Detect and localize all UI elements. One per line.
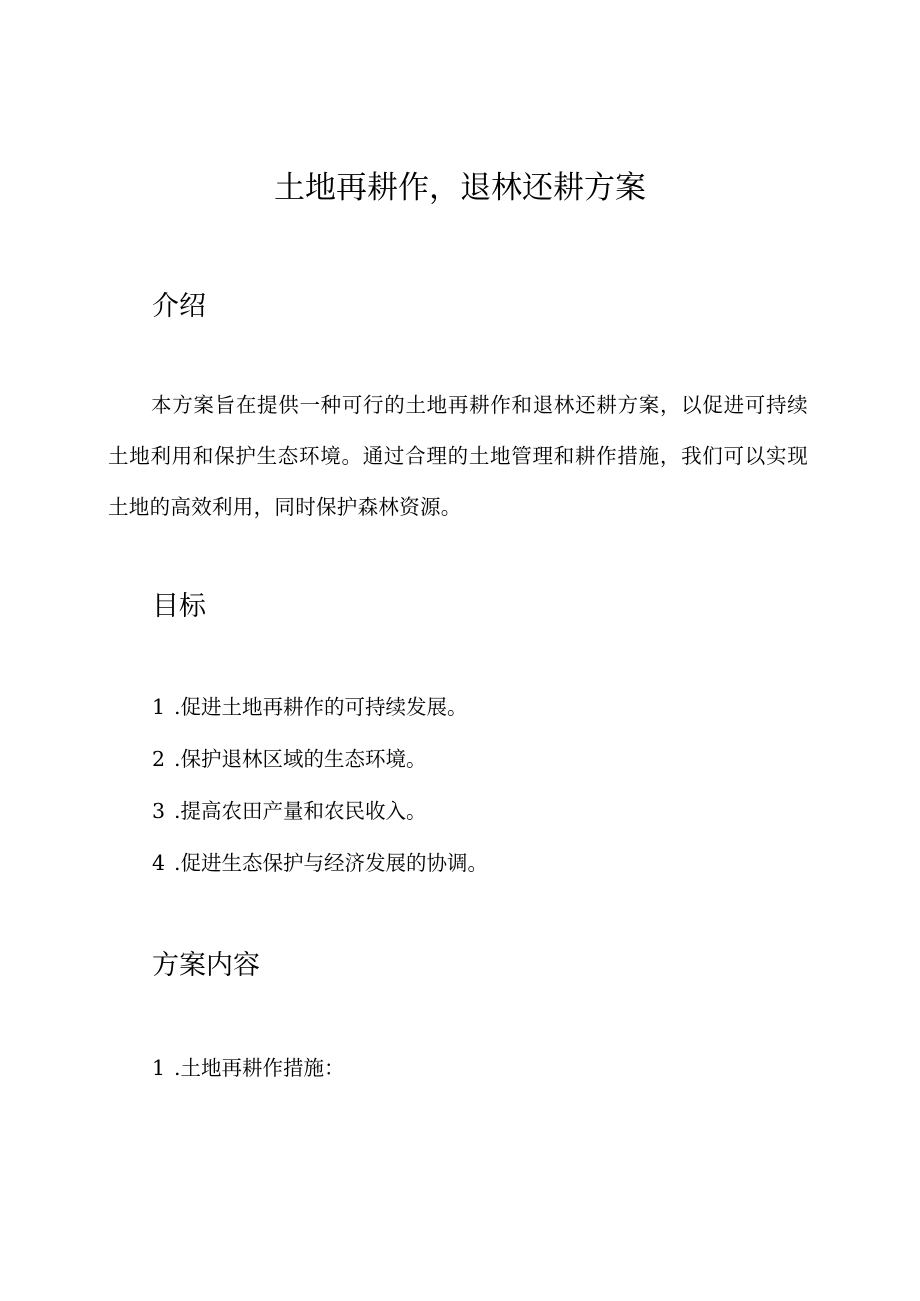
list-item-number: 4: [152, 851, 166, 875]
list-item-number: 1: [152, 1056, 166, 1080]
list-item-text: .提高农田产量和农民收入。: [174, 799, 427, 823]
plan-list-item: [152, 1053, 345, 1083]
section-heading-goals: 目标: [152, 591, 206, 622]
intro-paragraph: 本方案旨在提供一种可行的土地再耕作和退林还耕方案，以促进可持续土地利用和保护生态环境。通过合理的土地管理和耕作措施，我们可以实现土地的高效利用，同时保护森林资源。: [108, 393, 808, 519]
list-item-text: .保护退林区域的生态环境。: [174, 747, 427, 771]
list-item-number: 1: [152, 695, 166, 719]
list-item-text: .促进生态保护与经济发展的协调。: [174, 851, 489, 875]
goal-list-item: [152, 692, 468, 722]
section-heading-plan: 方案内容: [152, 950, 260, 981]
goal-list-item: [152, 796, 427, 826]
document-title: 土地再耕作，退林还耕方案: [274, 170, 646, 206]
list-item-text: .土地再耕作措施：: [174, 1056, 345, 1080]
list-item-number: 3: [152, 799, 166, 823]
goal-list-item: [152, 744, 427, 774]
list-item-text: .促进土地再耕作的可持续发展。: [174, 695, 468, 719]
list-item-number: 2: [152, 747, 166, 771]
goal-list-item: [152, 848, 488, 878]
section-heading-intro: 介绍: [152, 291, 206, 322]
